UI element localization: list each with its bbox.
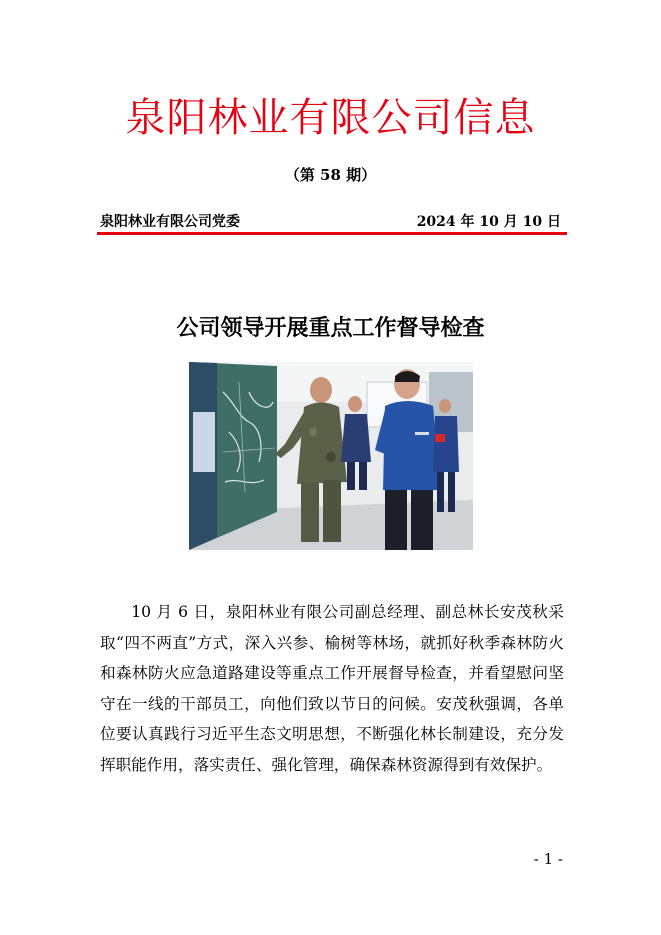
page-number: - 1 -: [533, 850, 563, 868]
article-photo: [189, 362, 473, 550]
article-headline: 公司领导开展重点工作督导检查: [176, 316, 485, 341]
masthead-title: 泉阳林业有限公司信息: [125, 95, 536, 141]
article-body: 10 月 6 日，泉阳林业有限公司副总经理、副总林长安茂秋采取“四不两直”方式，深入兴参、榆树等林场，就抓好秋季森林防火和森林防火应急道路建设等重点工作开展督导检查，并看望慰问坚守在一线的干部员工，向他们致以节日的问候。安茂秋强调，各单位要认真践行习近平生态文明思想，不断强化林长制建设，充分发挥职能作用，落实责任、强化管理，确保森林资源得到有效保护。: [100, 603, 564, 774]
publish-date: 2024 年 10 月 10 日: [416, 214, 561, 230]
red-divider: [97, 232, 567, 235]
issue-number: （第 58 期）: [284, 166, 377, 184]
publisher: 泉阳林业有限公司党委: [100, 214, 240, 230]
meta-row: [100, 211, 561, 233]
